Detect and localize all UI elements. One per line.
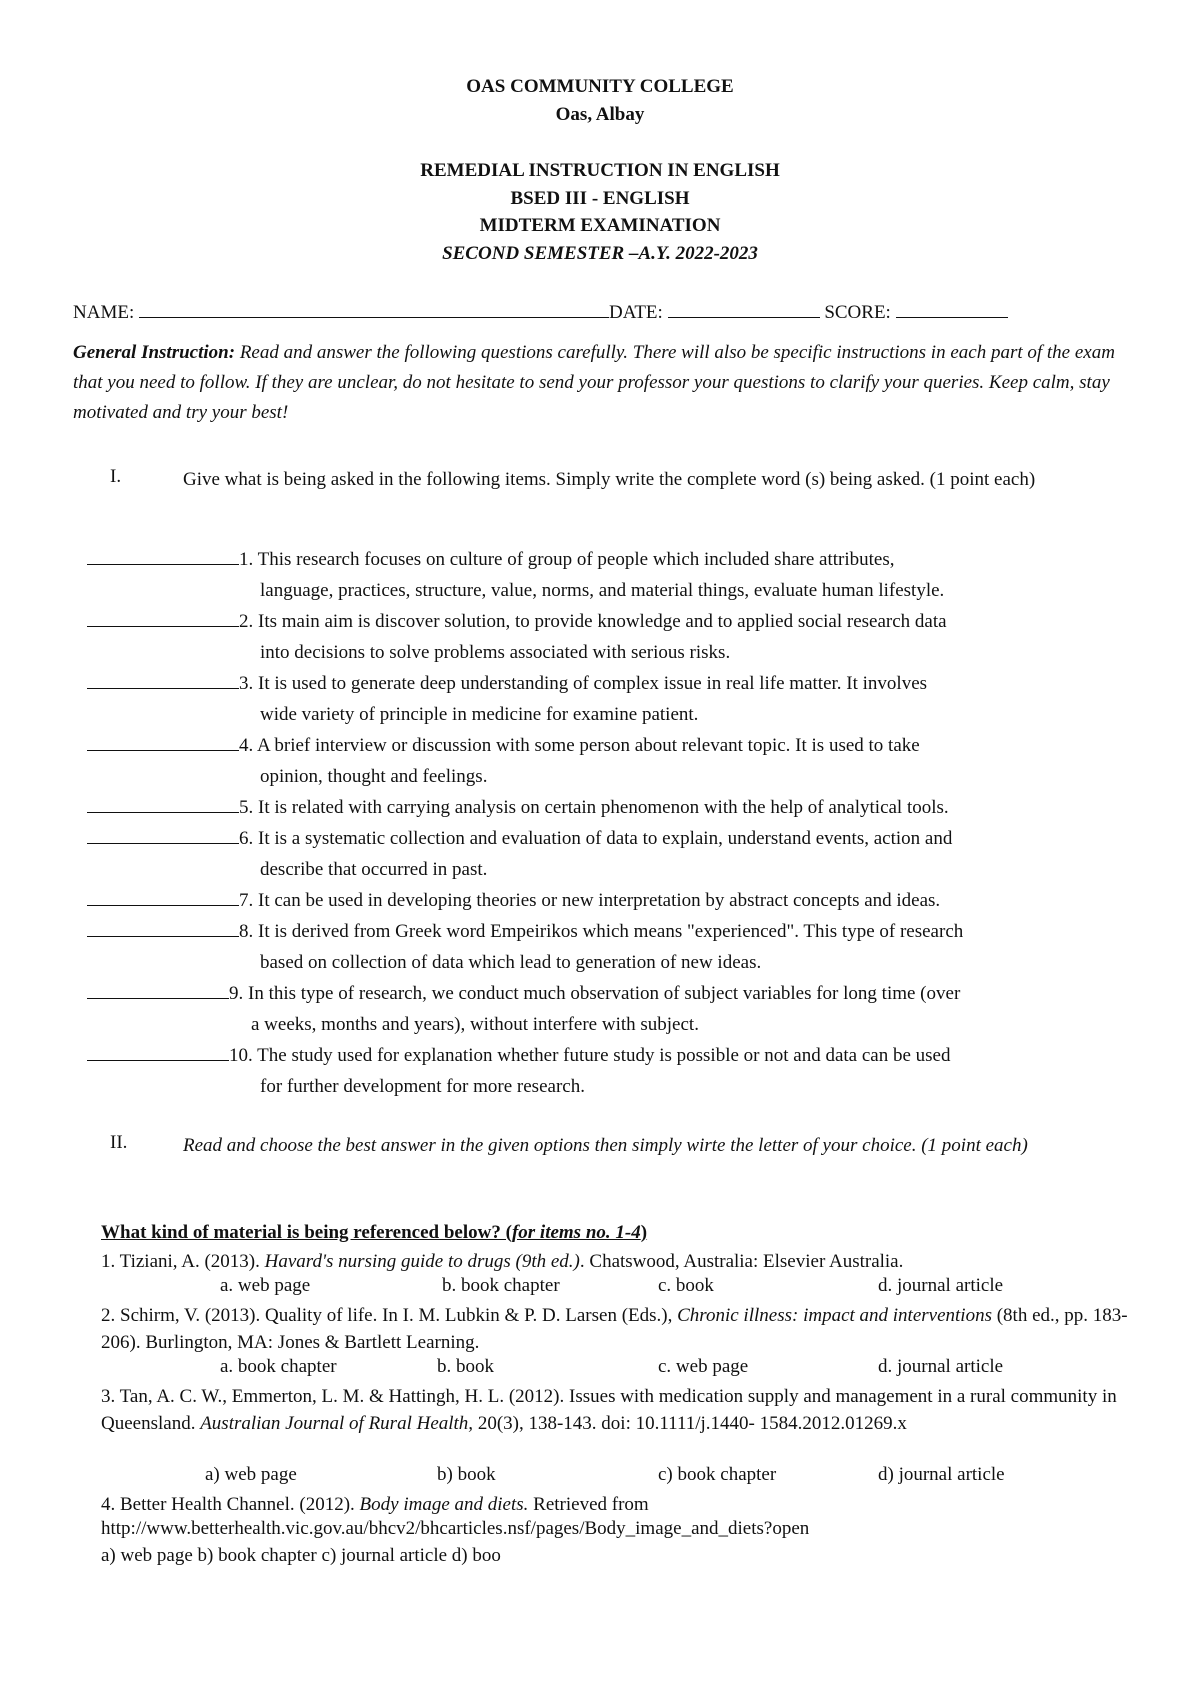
reference-4	[101, 1491, 1141, 1518]
program-title: BSED III - ENGLISH	[510, 188, 690, 209]
option-b[interactable]: b. book	[437, 1356, 494, 1377]
ref-text: 4. Better Health Channel. (2012).	[101, 1494, 360, 1515]
option-b[interactable]: b) book	[437, 1464, 496, 1485]
question-text: 8. It is derived from Greek word Empeirikos which means "experienced". This type of research	[239, 921, 964, 942]
college-name: OAS COMMUNITY COLLEGE	[466, 76, 734, 97]
question-text-continued: for further development for more research.	[260, 1076, 585, 1097]
part2-instruction: Read and choose the best answer in the given options then simply wirte the letter of your choice. (1 point each)	[183, 1135, 1028, 1156]
answer-blank[interactable]	[87, 546, 239, 565]
heading-items-note: for items no. 1-4	[511, 1222, 641, 1243]
option-c[interactable]: c. book	[658, 1275, 714, 1296]
option-a[interactable]: a. book chapter	[220, 1356, 337, 1377]
question-text-continued: wide variety of principle in medicine for examine patient.	[260, 704, 699, 725]
ref-title: Body image and diets.	[359, 1494, 529, 1515]
question-text: 9. In this type of research, we conduct much observation of subject variables for long time (over	[229, 983, 961, 1004]
reference-4-options[interactable]: a) web page b) book chapter c) journal article d) boo	[101, 1545, 501, 1566]
option-c[interactable]: c) book chapter	[658, 1464, 777, 1485]
ref-text: (8th ed., pp. 183-206). Burlington, MA: Jones & Bartlett Learning.	[101, 1305, 1128, 1353]
question-text-continued: into decisions to solve problems associated with serious risks.	[260, 642, 731, 663]
college-location: Oas, Albay	[555, 104, 645, 125]
list-item	[87, 668, 1147, 730]
reference-3	[101, 1383, 1141, 1437]
list-item	[87, 544, 1147, 606]
answer-blank[interactable]	[87, 918, 239, 937]
part1-instruction: Give what is being asked in the following items. Simply write the complete word (s) being asked. (1 point each)	[183, 469, 1036, 490]
answer-blank[interactable]	[87, 732, 239, 751]
name-blank[interactable]	[139, 299, 609, 318]
question-text-continued: based on collection of data which lead to generation of new ideas.	[260, 952, 762, 973]
question-text: 6. It is a systematic collection and evaluation of data to explain, understand events, action and	[239, 828, 953, 849]
answer-blank[interactable]	[87, 670, 239, 689]
question-text-continued: describe that occurred in past.	[260, 859, 488, 880]
option-a[interactable]: a) web page	[205, 1464, 297, 1485]
ref-text: 2. Schirm, V. (2013). Quality of life. In I. M. Lubkin & P. D. Larsen (Eds.),	[101, 1305, 678, 1326]
list-item	[87, 916, 1147, 978]
question-text-continued: opinion, thought and feelings.	[260, 766, 488, 787]
part2-number: II.	[110, 1132, 128, 1153]
part1-number: I.	[110, 466, 122, 487]
option-d[interactable]: d) journal article	[878, 1464, 1005, 1485]
ref-journal: Australian Journal of Rural Health,	[200, 1413, 474, 1434]
option-d[interactable]: d. journal article	[878, 1275, 1004, 1296]
list-item	[87, 606, 1147, 668]
list-item	[87, 730, 1147, 792]
score-label: SCORE:	[824, 302, 891, 323]
ref-text: Retrieved from	[528, 1494, 649, 1515]
answer-blank[interactable]	[87, 980, 229, 999]
name-date-score-row	[73, 299, 1008, 324]
ref-title: Chronic illness: impact and interventions	[677, 1305, 992, 1326]
name-label: NAME:	[73, 302, 135, 323]
question-text: 10. The study used for explanation whether future study is possible or not and data can be used	[229, 1045, 951, 1066]
option-d[interactable]: d. journal article	[878, 1356, 1004, 1377]
reference-1	[101, 1248, 1141, 1275]
general-instruction-label: General Instruction:	[73, 342, 236, 363]
heading-close: )	[640, 1222, 648, 1243]
question-text: 5. It is related with carrying analysis on certain phenomenon with the help of analytical tools.	[239, 797, 949, 818]
semester-title: SECOND SEMESTER –A.Y. 2022-2023	[442, 243, 758, 264]
course-title: REMEDIAL INSTRUCTION IN ENGLISH	[420, 160, 780, 181]
answer-blank[interactable]	[87, 794, 239, 813]
list-item	[87, 823, 1147, 885]
exam-title: MIDTERM EXAMINATION	[479, 215, 721, 236]
ref-text: 1. Tiziani, A. (2013).	[101, 1251, 265, 1272]
question-text: 2. Its main aim is discover solution, to provide knowledge and to applied social research data	[239, 611, 947, 632]
option-b[interactable]: b. book chapter	[442, 1275, 560, 1296]
option-c[interactable]: c. web page	[658, 1356, 749, 1377]
question-text: 7. It can be used in developing theories or new interpretation by abstract concepts and ideas.	[239, 890, 941, 911]
list-item	[87, 978, 1147, 1040]
reference-2	[101, 1302, 1141, 1356]
heading-text: What kind of material is being referenced below? (	[101, 1222, 512, 1243]
ref-text: 20(3), 138-143. doi: 10.1111/j.1440- 1584.2012.01269.x	[473, 1413, 907, 1434]
list-item	[87, 792, 1147, 823]
list-item	[87, 1040, 1147, 1102]
question-text-continued: a weeks, months and years), without interfere with subject.	[251, 1014, 699, 1035]
answer-blank[interactable]	[87, 608, 239, 627]
date-blank[interactable]	[668, 299, 820, 318]
answer-blank[interactable]	[87, 825, 239, 844]
answer-blank[interactable]	[87, 1042, 229, 1061]
reference-url[interactable]: http://www.betterhealth.vic.gov.au/bhcv2/bhcarticles.nsf/pages/Body_image_and_diets?open	[101, 1518, 810, 1539]
general-instruction	[73, 338, 1133, 428]
list-item	[87, 885, 1147, 916]
question-text: 4. A brief interview or discussion with some person about relevant topic. It is used to take	[239, 735, 920, 756]
question-text-continued: language, practices, structure, value, norms, and material things, evaluate human lifestyle.	[260, 580, 945, 601]
score-blank[interactable]	[896, 299, 1008, 318]
question-text: 3. It is used to generate deep understanding of complex issue in real life matter. It involves	[239, 673, 928, 694]
answer-blank[interactable]	[87, 887, 239, 906]
ref-text: 3. Tan, A. C. W., Emmerton, L. M. & Hattingh, H. L. (2012). Issues with medication supply and management in a rural community in Queensland.	[101, 1386, 1117, 1434]
option-a[interactable]: a. web page	[220, 1275, 311, 1296]
part2-heading	[101, 1222, 647, 1244]
general-instruction-text: Read and answer the following questions carefully. There will also be specific instructions in each part of the exam that you need to follow. If they are unclear, do not hesitate to send your professor your questions to clarify your queries. Keep calm, stay motivated and try your best!	[73, 342, 1115, 423]
ref-title: Havard's nursing guide to drugs (9th ed.)	[264, 1251, 580, 1272]
question-text: 1. This research focuses on culture of group of people which included share attributes,	[239, 549, 895, 570]
date-label: DATE:	[608, 302, 663, 323]
ref-text: . Chatswood, Australia: Elsevier Australia.	[579, 1251, 904, 1272]
